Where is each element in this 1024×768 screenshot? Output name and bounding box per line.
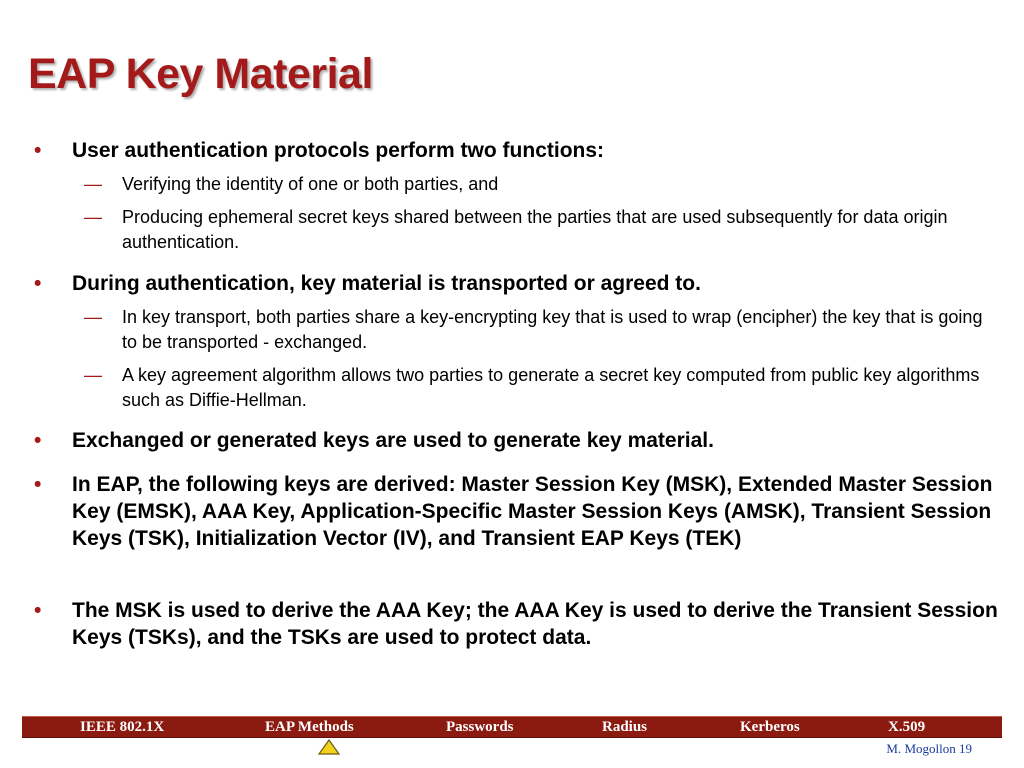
bullet-marker: •	[34, 473, 42, 496]
slide-title: EAP Key Material	[28, 50, 373, 98]
bullet-item	[34, 137, 1002, 164]
dash-marker: —	[84, 365, 102, 385]
bullet-marker: •	[34, 429, 42, 452]
sub-item	[84, 172, 1002, 197]
dash-marker: —	[84, 174, 102, 194]
bullet-text: During authentication, key material is transported or agreed to.	[72, 272, 701, 295]
sub-text: Verifying the identity of one or both parties, and	[122, 174, 499, 194]
bullet-item	[34, 471, 1002, 552]
footer-nav-bar	[22, 716, 1002, 738]
bullet-item	[34, 427, 1002, 454]
nav-link-passwords[interactable]: Passwords	[446, 719, 514, 735]
bullet-marker: •	[34, 272, 42, 295]
dash-marker: —	[84, 307, 102, 327]
nav-link-eap-methods[interactable]: EAP Methods	[265, 719, 354, 735]
nav-link-x509[interactable]: X.509	[888, 719, 926, 735]
bullet-text: The MSK is used to derive the AAA Key; the AAA Key is used to derive the Transient Session Keys (TSKs), and the TSKs are used to protect data.	[72, 599, 998, 649]
nav-link-kerberos[interactable]: Kerberos	[740, 719, 800, 735]
bullet-item	[34, 597, 1002, 651]
bullet-item	[34, 270, 1002, 297]
nav-link-ieee-802-1x[interactable]: IEEE 802.1X	[80, 719, 165, 735]
sub-text: Producing ephemeral secret keys shared between the parties that are used subsequently for data origin authentication.	[122, 207, 948, 252]
nav-link-radius[interactable]: Radius	[602, 719, 648, 735]
sub-item	[84, 363, 1002, 413]
sub-item	[84, 305, 1002, 355]
bullet-marker: •	[34, 599, 42, 622]
dash-marker: —	[84, 207, 102, 227]
sub-text: In key transport, both parties share a key-encrypting key that is used to wrap (encipher) the key that is going to be transported - exchanged.	[122, 307, 983, 352]
bullet-text: User authentication protocols perform two functions:	[72, 139, 605, 162]
sub-item	[84, 205, 1002, 255]
bullet-text: Exchanged or generated keys are used to generate key material.	[72, 429, 714, 452]
sub-text: A key agreement algorithm allows two parties to generate a secret key computed from public key algorithms such as Diffie-Hellman.	[122, 365, 980, 410]
footer-author-page: M. Mogollon 19	[886, 741, 972, 756]
bullet-text: In EAP, the following keys are derived: Master Session Key (MSK), Extended Master Session Key (EMSK), AAA Key, Application-Specific Master Session Keys (AMSK), Transient Session Keys (TSK), Initialization Vector (IV), and Transient EAP Keys (TEK)	[72, 473, 993, 550]
triangle-home-icon[interactable]	[318, 739, 340, 755]
bullet-marker: •	[34, 139, 42, 162]
